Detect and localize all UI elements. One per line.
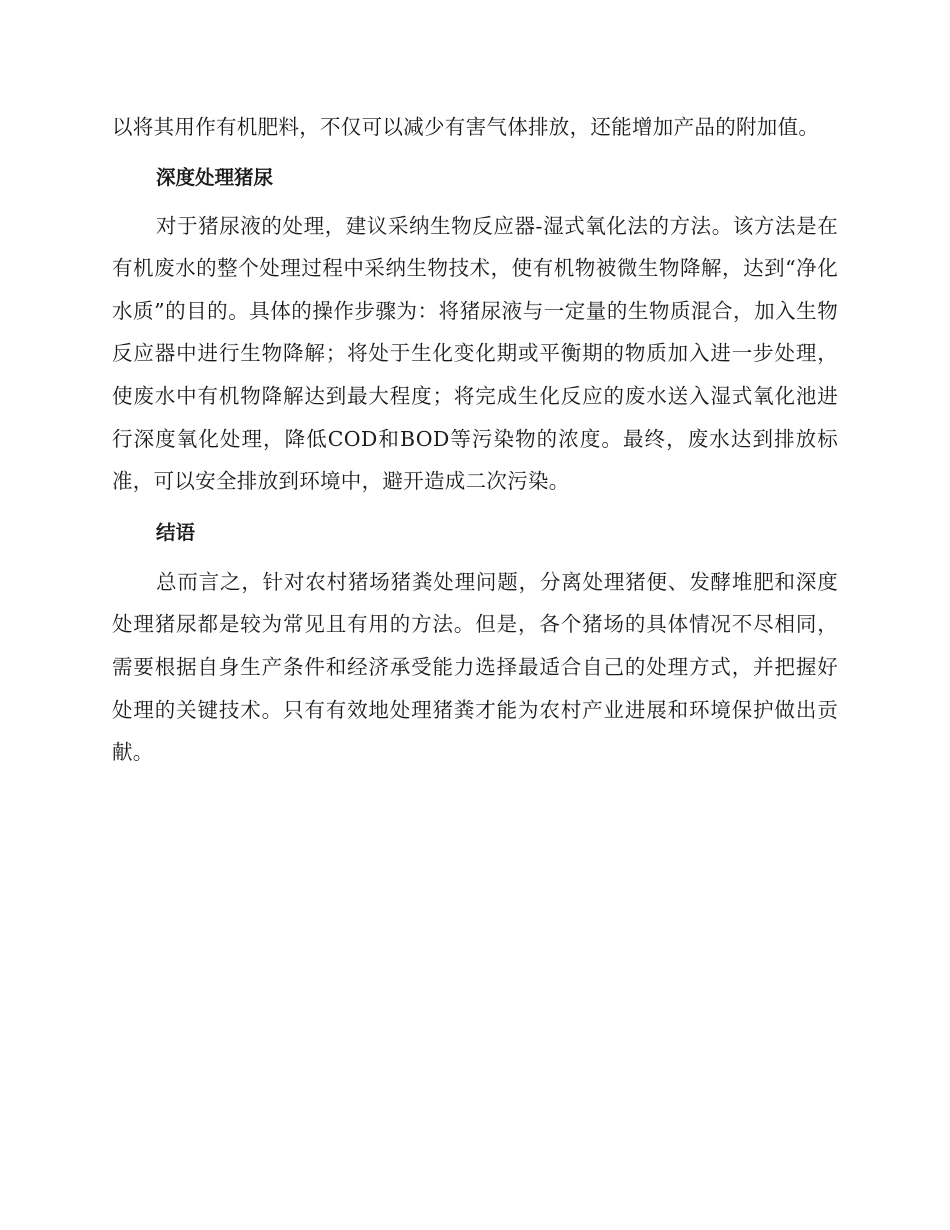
section-heading-deep-treatment: 深度处理猪尿 [156,165,274,189]
section-paragraph-conclusion: 总而言之，针对农村猪场猪粪处理问题，分离处理猪便、发酵堆肥和深度处理猪尿都是较为常见且有用的方法。但是，各个猪场的具体情况不尽相同，需要根据自身生产条件和经济承受能力选择最适合自己的处理方式，并把握好处理的关键技术。只有有效地处理猪粪才能为农村产业进展和环境保护做出贡献。 [112,569,838,765]
section-paragraph-deep-treatment: 对于猪尿液的处理，建议采纳生物反应器-湿式氧化法的方法。该方法是在有机废水的整个处理过程中采纳生物技术，使有机物被微生物降解，达到“净化水质”的目的。具体的操作步骤为：将猪尿液与一定量的生物质混合，加入生物反应器中进行生物降解；将处于生化变化期或平衡期的物质加入进一步处理，使废水中有机物降解达到最大程度；将完成生化反应的废水送入湿式氧化池进行深度氧化处理，降低COD和BOD等污染物的浓度。最终，废水达到排放标准，可以安全排放到环境中，避开造成二次污染。 [112,213,838,494]
document-body [112,106,838,774]
continuation-paragraph: 以将其用作有机肥料，不仅可以减少有害气体排放，还能增加产品的附加值。 [112,115,820,139]
section-heading-conclusion: 结语 [156,520,196,544]
